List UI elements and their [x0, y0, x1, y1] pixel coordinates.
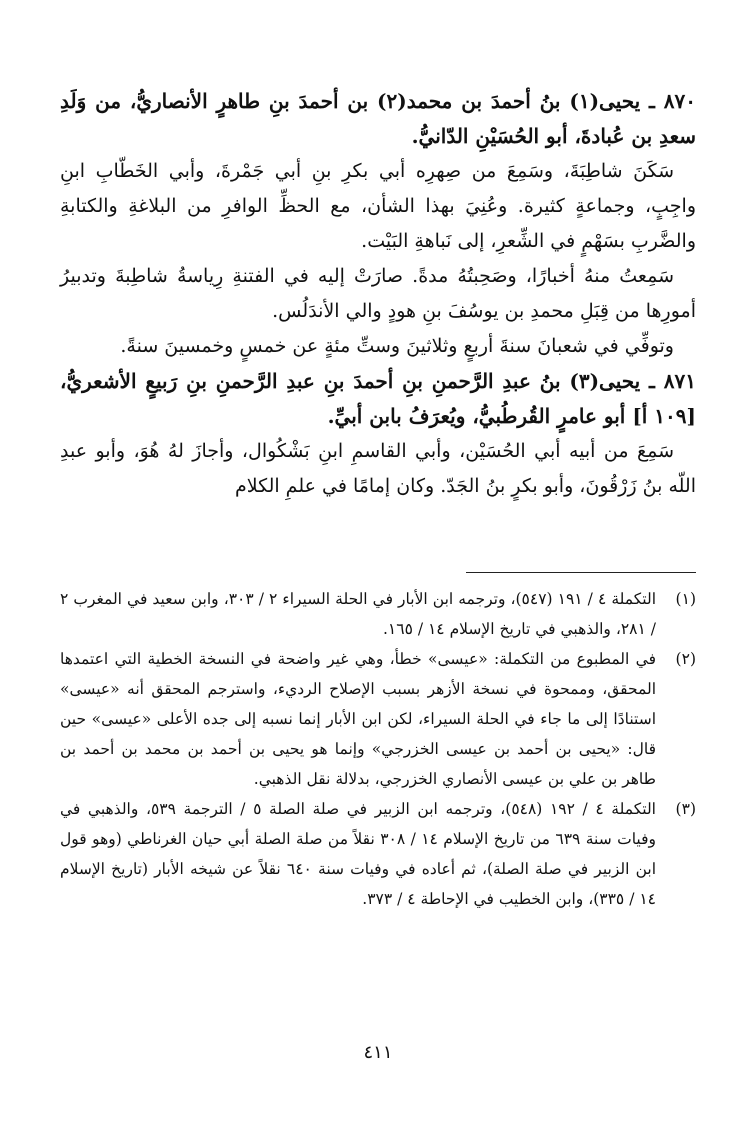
footnote-number: (١) [675, 590, 696, 608]
entry-paragraph: وتوفِّي في شعبانَ سنةَ أربعٍ وثلاثينَ وستِّ مئةٍ عن خمسٍ وخمسينَ سنةً. [120, 335, 674, 357]
footnote [60, 584, 696, 644]
biography-entry-870 [60, 84, 696, 364]
entry-paragraph: سَمِعَ من أبيه أبي الحُسَيْن، وأبي القاسمِ ابنِ بَشْكُوال، وأجازَ لهُ هُوَ، وأبو عبدِ اللّه بنُ زَرْقُونَ، وأبو بكرٍ بنُ الجَدّ. وكان إمامًا في علمِ الكلام [60, 440, 696, 497]
footnotes [60, 584, 696, 914]
entry-paragraph: سَمِعتُ منهُ أخبارًا، وصَحِبتُهُ مدةً. صارَتْ إليه في الفتنةِ رِياسةُ شاطِبةَ وتدبيرُ أمورِها من قِبَلِ محمدِ بن يوسُفَ بنِ هودٍ والي الأندَلُس. [60, 265, 696, 322]
entry-heading: ٨٧٠ ـ يحيى(١) بنُ أحمدَ بن محمد(٢) بن أحمدَ بنِ طاهرٍ الأنصاريُّ، من وَلَدِ سعدِ بن عُبادةَ، أبو الحُسَيْنِ الدّانيُّ. [60, 89, 696, 148]
footnote-number: (٢) [675, 650, 696, 668]
biography-entry-871 [60, 364, 696, 504]
entry-heading: ٨٧١ ـ يحيى(٣) بنُ عبدِ الرَّحمنِ بنِ أحمدَ بنِ عبدِ الرَّحمنِ بنِ رَبيعٍ الأشعريُّ، [١٠٩ أ] أبو عامرٍ القُرطُبيُّ، ويُعرَفُ بابن أبيِّ. [60, 369, 696, 428]
footnote [60, 794, 696, 914]
entry-paragraph: سَكَنَ شاطِبَةَ، وسَمِعَ من صِهرِه أبي بكرِ بنِ أبي جَمْرةَ، وأبي الخَطّابِ ابنِ واجِبٍ، وجماعةٍ كثيرة. وعُنِيَ بهذا الشأن، مع الحظِّ الوافرِ من البلاغةِ والكتابةِ والضَّربِ بسَهْمٍ في الشِّعرِ، إلى نَباهةِ البَيْت. [60, 160, 696, 252]
footnote-text: التكملة ٤ / ١٩١ (٥٤٧)، وترجمه ابن الأبار في الحلة السيراء ٢ / ٣٠٣، وابن سعيد في المغرب ٢ / ٢٨١، والذهبي في تاريخ الإسلام ١٤ / ١٦٥. [60, 590, 656, 638]
footnote-text: في المطبوع من التكملة: «عيسى» خطأ، وهي غير واضحة في النسخة الخطية التي اعتمدها المحقق، وممحوة في نسخة الأزهر بسبب الإصلاح الرديء، واسترجم المحقق أنه «عيسى» استنادًا إلى ما جاء في الحلة السيراء، لكن ابن الأبار إنما نسبه إلى جده الأعلى «عيسى» حين قال: «يحيى بن أحمد بن عيسى الخزرجي» وإنما هو يحيى بن أحمد بن محمد بن أحمد بن طاهر بن علي بن عيسى الأنصاري الخزرجي، بدلالة نقل الذهبي. [60, 650, 656, 788]
footnote-text: التكملة ٤ / ١٩٢ (٥٤٨)، وترجمه ابن الزبير في صلة الصلة ٥ / الترجمة ٥٣٩، والذهبي في وفيات سنة ٦٣٩ من تاريخ الإسلام ١٤ / ٣٠٨ نقلاً من صلة الصلة أبي حيان الغرناطي (وهو قول ابن الزبير في صلة الصلة)، ثم أعاده في وفيات سنة ٦٤٠ نقلاً عن شيخه الأبار (تاريخ الإسلام ١٤ / ٣٣٥)، وابن الخطيب في الإحاطة ٤ / ٣٧٣. [60, 800, 657, 908]
footnote [60, 644, 696, 794]
page-number: ٤١١ [363, 1042, 393, 1063]
book-page [60, 84, 696, 1105]
footnote-separator [466, 572, 696, 573]
footnote-number: (٣) [675, 800, 696, 818]
